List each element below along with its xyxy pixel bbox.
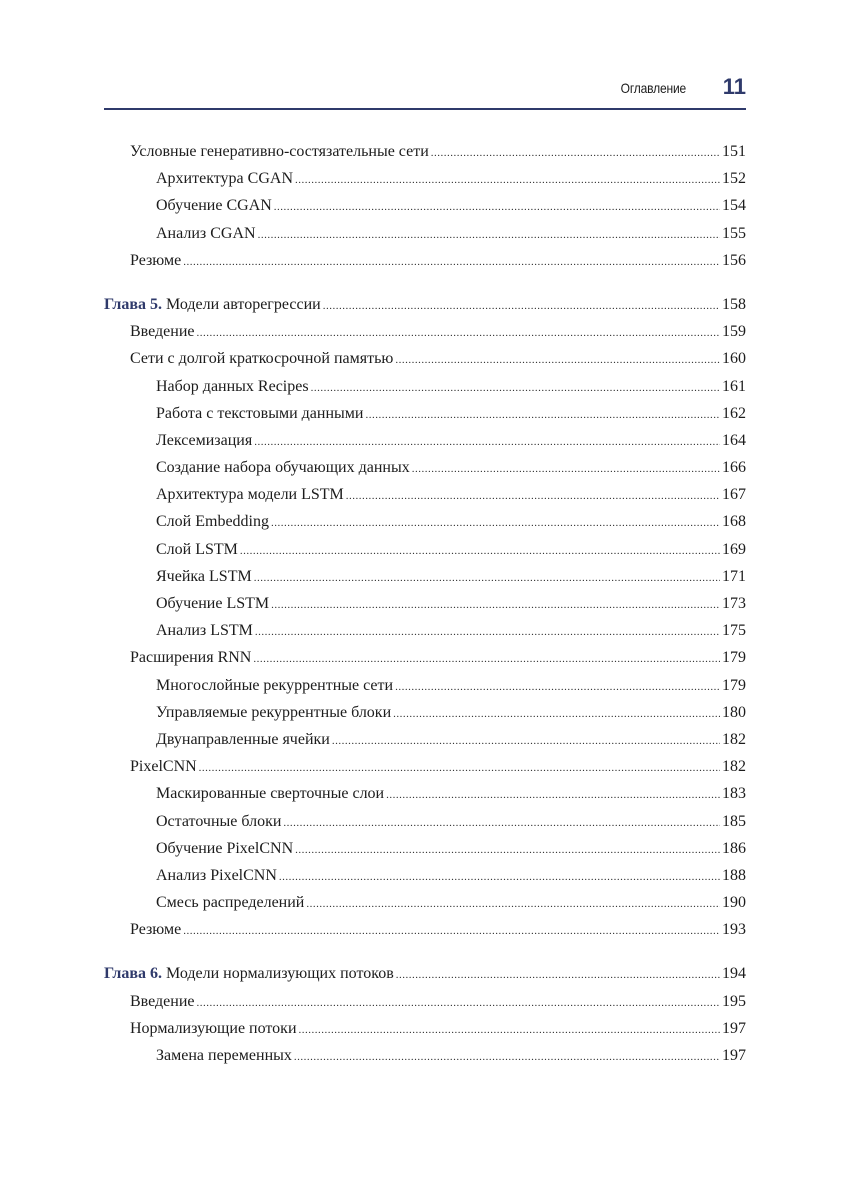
- toc-dot-leader: [197, 323, 721, 341]
- toc-dot-leader: [395, 350, 720, 368]
- toc-entry[interactable]: [104, 541, 746, 568]
- toc-entry-title: Лексемизация: [156, 431, 253, 449]
- toc-dot-leader: [255, 622, 720, 640]
- toc-entry[interactable]: [104, 894, 746, 921]
- toc-entry-page-number: 195: [722, 992, 746, 1010]
- toc-entry[interactable]: [104, 513, 746, 540]
- toc-chapter-label: Глава 6.: [104, 965, 162, 983]
- toc-chapter-label: Глава 5.: [104, 295, 162, 313]
- toc-entry-title: Модели авторегрессии: [166, 295, 321, 313]
- toc-dot-leader: [199, 758, 720, 776]
- toc-entry-page-number: 168: [722, 513, 746, 531]
- toc-dot-leader: [274, 197, 720, 215]
- toc-entry-title: Модели нормализующих потоков: [166, 965, 394, 983]
- toc-entry-page-number: 166: [722, 459, 746, 477]
- toc-entry[interactable]: [104, 323, 746, 350]
- toc-entry-title: Введение: [130, 992, 195, 1010]
- toc-entry[interactable]: [104, 867, 746, 894]
- toc-dot-leader: [283, 813, 720, 831]
- toc-entry[interactable]: [104, 993, 746, 1020]
- toc-entry-page-number: 197: [722, 1047, 746, 1064]
- toc-entry-page-number: 155: [722, 224, 746, 242]
- toc-entry-page-number: 186: [722, 839, 746, 857]
- toc-entry-title: Остаточные блоки: [156, 812, 282, 830]
- toc-entry-title: Работа с текстовыми данными: [156, 404, 364, 422]
- toc-entry-title: Двунаправленные ячейки: [156, 730, 330, 748]
- toc-entry-title: Набор данных Recipes: [156, 377, 309, 395]
- toc-entry-page-number: 197: [722, 1019, 746, 1037]
- toc-entry-title: Нормализующие потоки: [130, 1019, 297, 1037]
- toc-entry[interactable]: [104, 704, 746, 731]
- toc-dot-leader: [294, 1047, 720, 1065]
- toc-entry-title: Анализ CGAN: [156, 224, 256, 242]
- toc-dot-leader: [240, 541, 720, 559]
- toc-entry[interactable]: [104, 459, 746, 486]
- toc-entry-title: Замена переменных: [156, 1047, 292, 1064]
- toc-entry-title: Обучение LSTM: [156, 595, 270, 612]
- toc-entry-page-number: 161: [722, 377, 746, 395]
- toc-entry-title: Анализ LSTM: [156, 622, 253, 640]
- toc-entry[interactable]: [104, 595, 746, 622]
- toc-entry-page-number: 162: [722, 404, 746, 422]
- toc-dot-leader: [258, 225, 720, 243]
- toc-dot-leader: [306, 894, 720, 912]
- toc-entry[interactable]: [104, 170, 746, 197]
- toc-entry-title: Создание набора обучающих данных: [156, 459, 410, 477]
- toc-entry-page-number: 179: [722, 649, 746, 667]
- toc-entry-title: Архитектура CGAN: [156, 170, 293, 188]
- toc-entry-page-number: 183: [722, 785, 746, 803]
- toc-entry[interactable]: [104, 1047, 746, 1074]
- toc-chapter-entry[interactable]: [104, 296, 746, 323]
- toc-dot-leader: [183, 921, 720, 939]
- toc-entry[interactable]: [104, 649, 746, 676]
- toc-entry-title: Резюме: [130, 251, 182, 269]
- toc-entry[interactable]: [104, 350, 746, 377]
- toc-entry[interactable]: [104, 225, 746, 252]
- toc-entry-page-number: 158: [722, 295, 746, 313]
- toc-entry-title: PixelCNN: [130, 758, 197, 776]
- toc-entry-page-number: 182: [722, 730, 746, 748]
- running-header: [104, 72, 746, 110]
- toc-chapter-entry[interactable]: [104, 965, 746, 992]
- toc-entry[interactable]: [104, 813, 746, 840]
- toc-dot-leader: [412, 459, 720, 477]
- toc-entry-page-number: 164: [722, 431, 746, 449]
- toc-entry[interactable]: [104, 731, 746, 758]
- toc-entry-page-number: 173: [722, 595, 746, 612]
- toc-entry-title: Расширения RNN: [130, 649, 252, 667]
- toc-entry[interactable]: [104, 840, 746, 867]
- toc-entry-page-number: 169: [722, 540, 746, 558]
- toc-entry-title: Управляемые рекуррентные блоки: [156, 703, 392, 721]
- toc-dot-leader: [386, 785, 720, 803]
- toc-dot-leader: [346, 486, 720, 504]
- toc-entry-page-number: 188: [722, 866, 746, 884]
- toc-entry-title: Резюме: [130, 921, 182, 939]
- toc-dot-leader: [271, 595, 720, 613]
- toc-entry-title: Сети с долгой краткосрочной памятью: [130, 350, 394, 368]
- toc-entry-title: Анализ PixelCNN: [156, 866, 277, 884]
- toc-entry-page-number: 185: [722, 812, 746, 830]
- toc-entry[interactable]: [104, 143, 746, 170]
- toc-entry-page-number: 175: [722, 622, 746, 640]
- toc-dot-leader: [365, 405, 720, 423]
- toc-entry-title: Архитектура модели LSTM: [156, 486, 344, 504]
- toc-dot-leader: [323, 296, 720, 314]
- toc-entry[interactable]: [104, 378, 746, 405]
- running-header-page-number: 11: [722, 74, 746, 99]
- toc-entry[interactable]: [104, 405, 746, 432]
- toc-dot-leader: [183, 252, 720, 270]
- toc-entry-title: Слой Embedding: [156, 513, 269, 531]
- toc-entry-page-number: 194: [722, 965, 746, 983]
- toc-entry-page-number: 180: [722, 703, 746, 721]
- toc-entry-title: Обучение CGAN: [156, 197, 272, 215]
- toc-entry-page-number: 156: [722, 251, 746, 269]
- toc-entry-page-number: 167: [722, 486, 746, 504]
- toc-entry[interactable]: [104, 432, 746, 459]
- toc-dot-leader: [299, 1020, 720, 1038]
- toc-entry[interactable]: [104, 785, 746, 812]
- table-of-contents: [104, 143, 746, 1074]
- toc-entry-page-number: 171: [722, 567, 746, 585]
- toc-dot-leader: [393, 704, 720, 722]
- toc-entry[interactable]: [104, 197, 746, 224]
- toc-entry-page-number: 182: [722, 758, 746, 776]
- toc-entry-page-number: 190: [722, 894, 746, 912]
- toc-dot-leader: [332, 731, 720, 749]
- toc-entry-page-number: 159: [722, 323, 746, 341]
- toc-dot-leader: [254, 432, 720, 450]
- toc-dot-leader: [311, 378, 720, 396]
- toc-dot-leader: [431, 143, 720, 161]
- toc-entry-title: Ячейка LSTM: [156, 567, 252, 585]
- toc-entry[interactable]: [104, 486, 746, 513]
- toc-dot-leader: [253, 649, 720, 667]
- toc-entry[interactable]: [104, 1020, 746, 1047]
- toc-entry[interactable]: [104, 622, 746, 649]
- toc-entry[interactable]: [104, 677, 746, 704]
- toc-dot-leader: [295, 840, 720, 858]
- toc-entry-title: Слой LSTM: [156, 540, 238, 558]
- toc-dot-leader: [279, 867, 720, 885]
- toc-entry-page-number: 193: [722, 921, 746, 939]
- toc-entry-title: Маскированные сверточные слои: [156, 785, 385, 803]
- toc-dot-leader: [395, 677, 720, 695]
- toc-entry-title: Смесь распределений: [156, 894, 305, 912]
- toc-dot-leader: [254, 568, 720, 586]
- running-header-section-title: Оглавление: [620, 80, 686, 96]
- toc-entry-title: Обучение PixelCNN: [156, 839, 294, 857]
- toc-entry[interactable]: [104, 921, 746, 948]
- toc-entry-page-number: 151: [722, 143, 746, 160]
- toc-entry-page-number: 160: [722, 350, 746, 368]
- toc-entry-title: Многослойные рекуррентные сети: [156, 676, 394, 694]
- toc-entry-title: Введение: [130, 323, 195, 341]
- toc-entry[interactable]: [104, 252, 746, 279]
- toc-dot-leader: [271, 513, 720, 531]
- toc-dot-leader: [295, 170, 720, 188]
- toc-entry-page-number: 154: [722, 197, 746, 215]
- toc-entry[interactable]: [104, 758, 746, 785]
- toc-entry-title: Условные генеративно-состязательные сети: [130, 143, 429, 160]
- toc-dot-leader: [396, 965, 720, 983]
- toc-entry-page-number: 152: [722, 170, 746, 188]
- toc-entry[interactable]: [104, 568, 746, 595]
- toc-dot-leader: [197, 993, 721, 1011]
- toc-entry-page-number: 179: [722, 676, 746, 694]
